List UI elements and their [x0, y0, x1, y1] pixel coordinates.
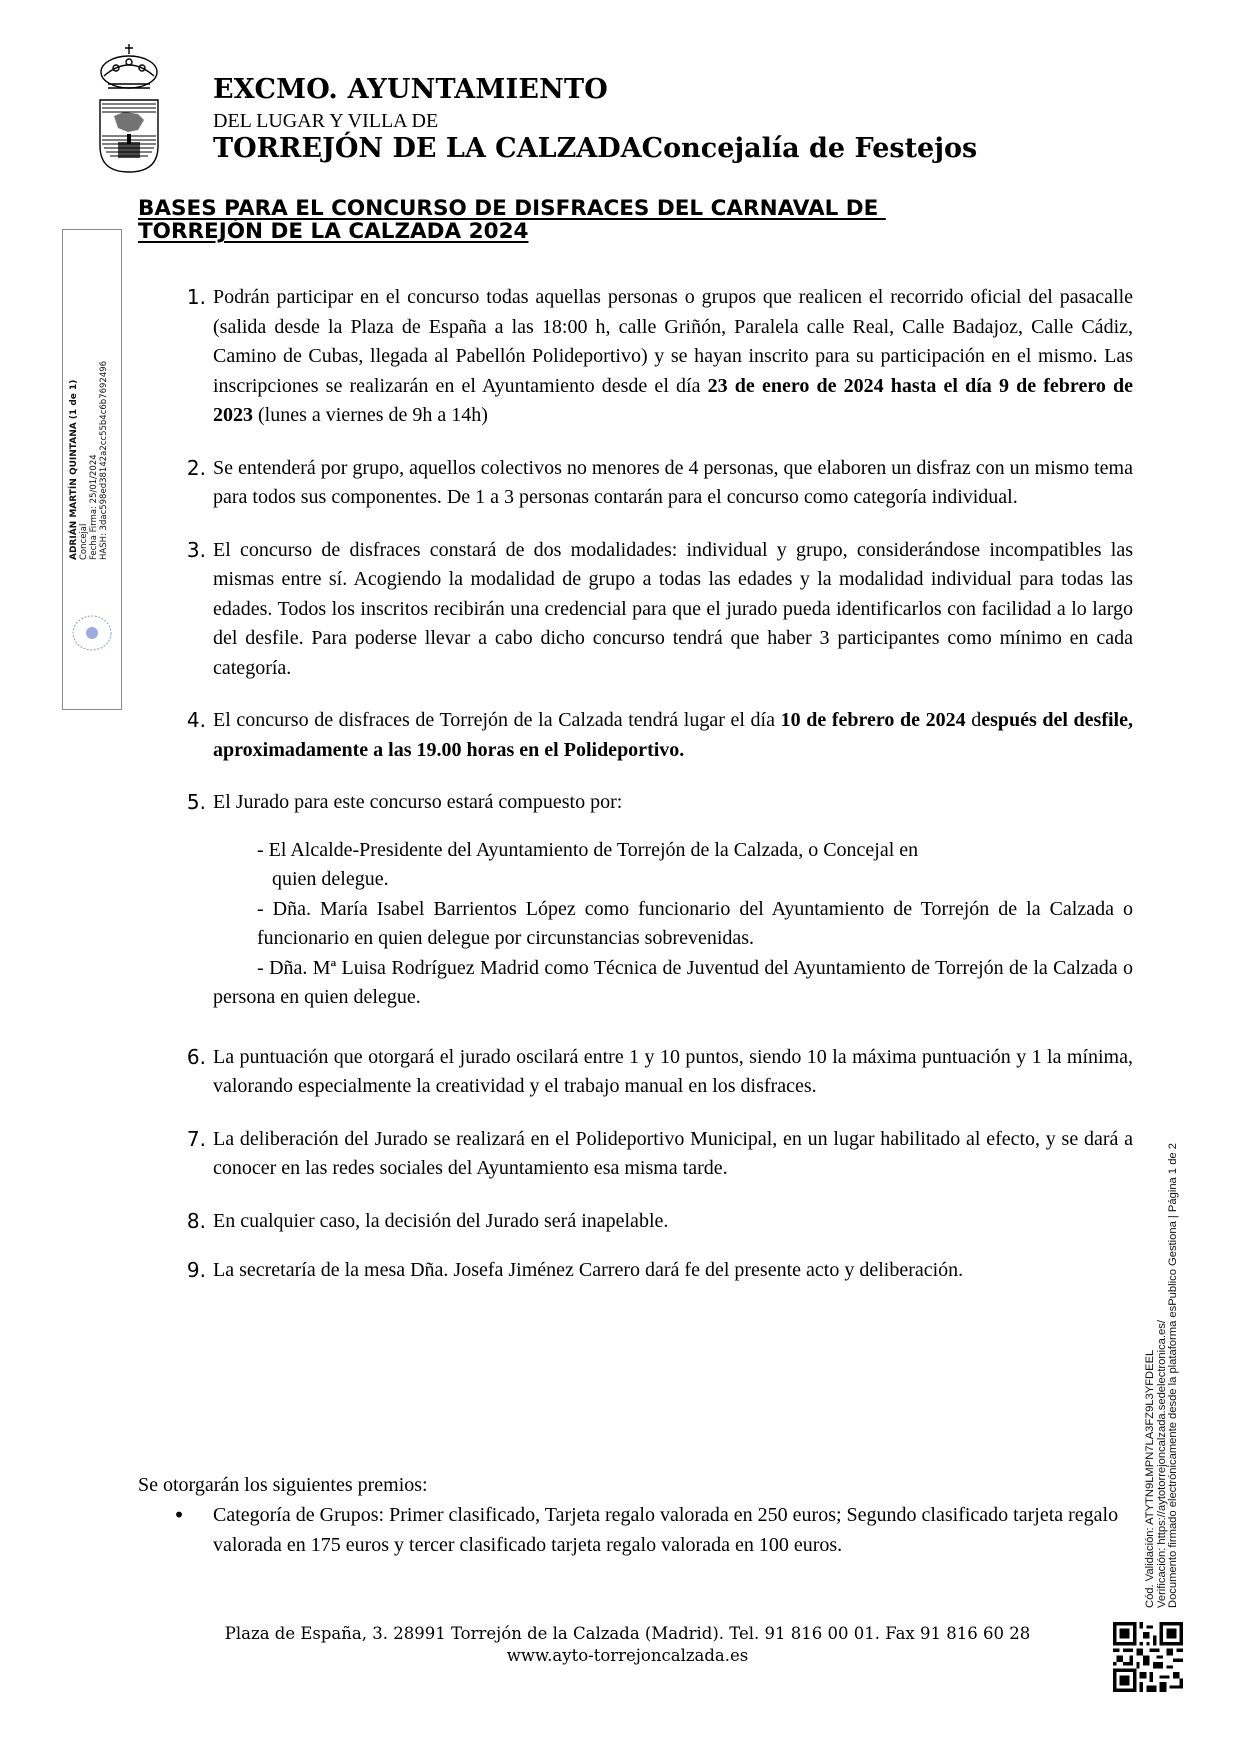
signature-hash: HASH: 3dac598ed38142a2cc55b4c6b7692496 [99, 360, 109, 560]
rule-bold-time-place: espués del desfile, aproximadamente a las 19.00 horas en el Polideportivo. [213, 709, 1133, 761]
rule-number: 1. [186, 285, 206, 309]
rule-text: Podrán participar en el concurso todas aquellas personas o grupos que realicen el recorrido oficial del pasacalle (salida desde la Plaza de España a las 18:00 h, calle Griñón, Paralela calle Real, Calle Badajoz, Calle Cádiz, Camino de Cubas, llegada al Pabellón Polideportivo) y se hayan inscrito para su participación en el mismo. Las inscripciones se realizarán en el Ayuntamiento desde el día [213, 286, 1133, 397]
rule-text: d [965, 709, 982, 731]
rule-text: El concurso de disfraces de Torrejón de la Calzada tendrá lugar el día [213, 709, 781, 731]
rule-text: La secretaría de la mesa Dña. Josefa Jiménez Carrero dará fe del presente acto y deliberación. [213, 1259, 964, 1281]
rule-text: El concurso de disfraces constará de dos modalidades: individual y grupo, considerándose incompatibles las mismas entre sí. Acogiendo la modalidad de grupo a todas las edades y la modalidad individual para todas las edades. Todos los inscritos recibirán una credencial para que el jurado pueda identificarlos con facilidad a lo largo del desfile. Para poderse llevar a cabo dicho concurso tendrá que haber 3 participantes como mínimo en cada categoría. [213, 538, 1133, 679]
rule-number: 8. [186, 1208, 206, 1233]
rule-text: En cualquier caso, la decisión del Jurado será inapelable. [213, 1209, 669, 1232]
rule-text: Se entenderá por grupo, aquellos colectivos no menores de 4 personas, que elaboren un disfraz con un mismo tema para todos sus componentes. De 1 a 3 personas contarán para el concurso como categoría individual. [213, 456, 1133, 508]
document-title-line2: TORREJÓN DE LA CALZADA 2024 [138, 219, 529, 244]
rule-item-6 [176, 1043, 1133, 1102]
rule-number: 3. [186, 537, 206, 562]
rule-number: 6. [186, 1044, 206, 1069]
municipal-crest-icon [96, 42, 162, 174]
bullet-icon: • [173, 1503, 185, 1527]
rule-number: 4. [186, 708, 206, 732]
prize-text: Categoría de Grupos: Primer clasificado, Tarjeta regalo valorada en 250 euros; Segundo clasificado tarjeta regalo valorada en 175 euros y tercer clasificado tarjeta regalo valorada en 100 euros. [213, 1504, 1119, 1556]
rule-number: 7. [186, 1126, 206, 1151]
rule-item-4 [176, 706, 1133, 765]
rule-item-5 [176, 788, 1133, 1013]
rule-item-2 [176, 454, 1133, 513]
rule-text: La deliberación del Jurado se realizará en el Polideportivo Municipal, en un lugar habilitado al efecto, y se dará a conocer en las redes sociales del Ayuntamiento esa misma tarde. [213, 1127, 1133, 1179]
document-title [138, 197, 886, 243]
rule-number: 9. [186, 1258, 206, 1282]
jury-text: - El Alcalde-Presidente del Ayuntamiento de Torrejón de la Calzada, o Concejal en [257, 838, 919, 861]
validation-info [1145, 1143, 1180, 1608]
footer-website[interactable]: www.ayto-torrejoncalzada.es [506, 1646, 749, 1665]
validation-url[interactable]: Verificación: https://aytotorrejoncalzada.sedelectronica.es/ [1155, 1320, 1168, 1608]
header-excmo: EXCMO. AYUNTAMIENTO [213, 74, 609, 105]
rule-item-7 [176, 1125, 1133, 1184]
validation-signed-page: Documento firmado electrónicamente desde la plataforma esPublico Gestiona | Página 1 de 2 [1167, 1143, 1180, 1608]
jury-text: quien delegue. [272, 868, 389, 890]
rule-number: 5. [186, 790, 206, 814]
rules-list [176, 283, 1133, 1309]
rule-text: (lunes a viernes de 9h a 14h) [253, 404, 488, 426]
validation-code: Cód. Validación: ATYTN9LMPN7LA3FZ9L3YFDEEL [1144, 1349, 1156, 1608]
header-department: Concejalía de Festejos [641, 133, 978, 164]
signer-name: ADRIÁN MARTÍN QUINTANA (1 de 1) [69, 379, 79, 560]
prize-item-groups [172, 1501, 1133, 1560]
signature-box [62, 229, 122, 710]
footer-address: Plaza de España, 3. 28991 Torrejón de la Calzada (Madrid). Tel. 91 816 00 01. Fax 91 816 60 28 [224, 1624, 1031, 1643]
jury-member-1 [213, 836, 1133, 895]
rule-text: La puntuación que otorgará el jurado oscilará entre 1 y 10 puntos, siendo 10 la máxima puntuación y 1 la mínima, valorando especialmente la creatividad y el trabajo manual en los disfraces. [213, 1045, 1133, 1097]
rule-item-8 [176, 1207, 1133, 1237]
qr-code-icon [1113, 1622, 1183, 1692]
prizes-list [172, 1501, 1133, 1560]
rule-bold-dates: 23 de enero de 2024 hasta el día 9 de febrero de 2023 [213, 374, 1133, 426]
rule-bold-date: 10 de febrero de 2024 [780, 709, 966, 731]
header-town [213, 133, 977, 164]
jury-member-2: - Dña. María Isabel Barrientos López como funcionario del Ayuntamiento de Torrejón de la Calzada o funcionario en quien delegue por circunstancias sobrevenidas. [257, 897, 1133, 949]
prizes-intro: Se otorgarán los siguientes premios: [138, 1474, 428, 1496]
official-seal-icon [71, 613, 113, 653]
rule-text: El Jurado para este concurso estará compuesto por: [213, 791, 623, 813]
signer-role: Concejal [79, 523, 89, 560]
signature-details [69, 361, 109, 560]
header-lugar-villa: DEL LUGAR Y VILLA DE [213, 110, 439, 132]
rule-item-9 [176, 1256, 1133, 1286]
document-title-line1: BASES PARA EL CONCURSO DE DISFRACES DEL CARNAVAL DE [138, 196, 886, 221]
footer [150, 1623, 1105, 1667]
rule-item-3 [176, 536, 1133, 684]
header-town-name: TORREJÓN DE LA CALZADA [213, 133, 642, 164]
jury-list [213, 836, 1133, 1013]
rule-item-1 [176, 283, 1133, 431]
jury-member-3: - Dña. Mª Luisa Rodríguez Madrid como Técnica de Juventud del Ayuntamiento de Torrejón de la Calzada o persona en quien delegue. [213, 956, 1133, 1008]
signature-date: Fecha Firma: 25/01/2024 [89, 454, 99, 560]
rule-number: 2. [186, 455, 206, 480]
